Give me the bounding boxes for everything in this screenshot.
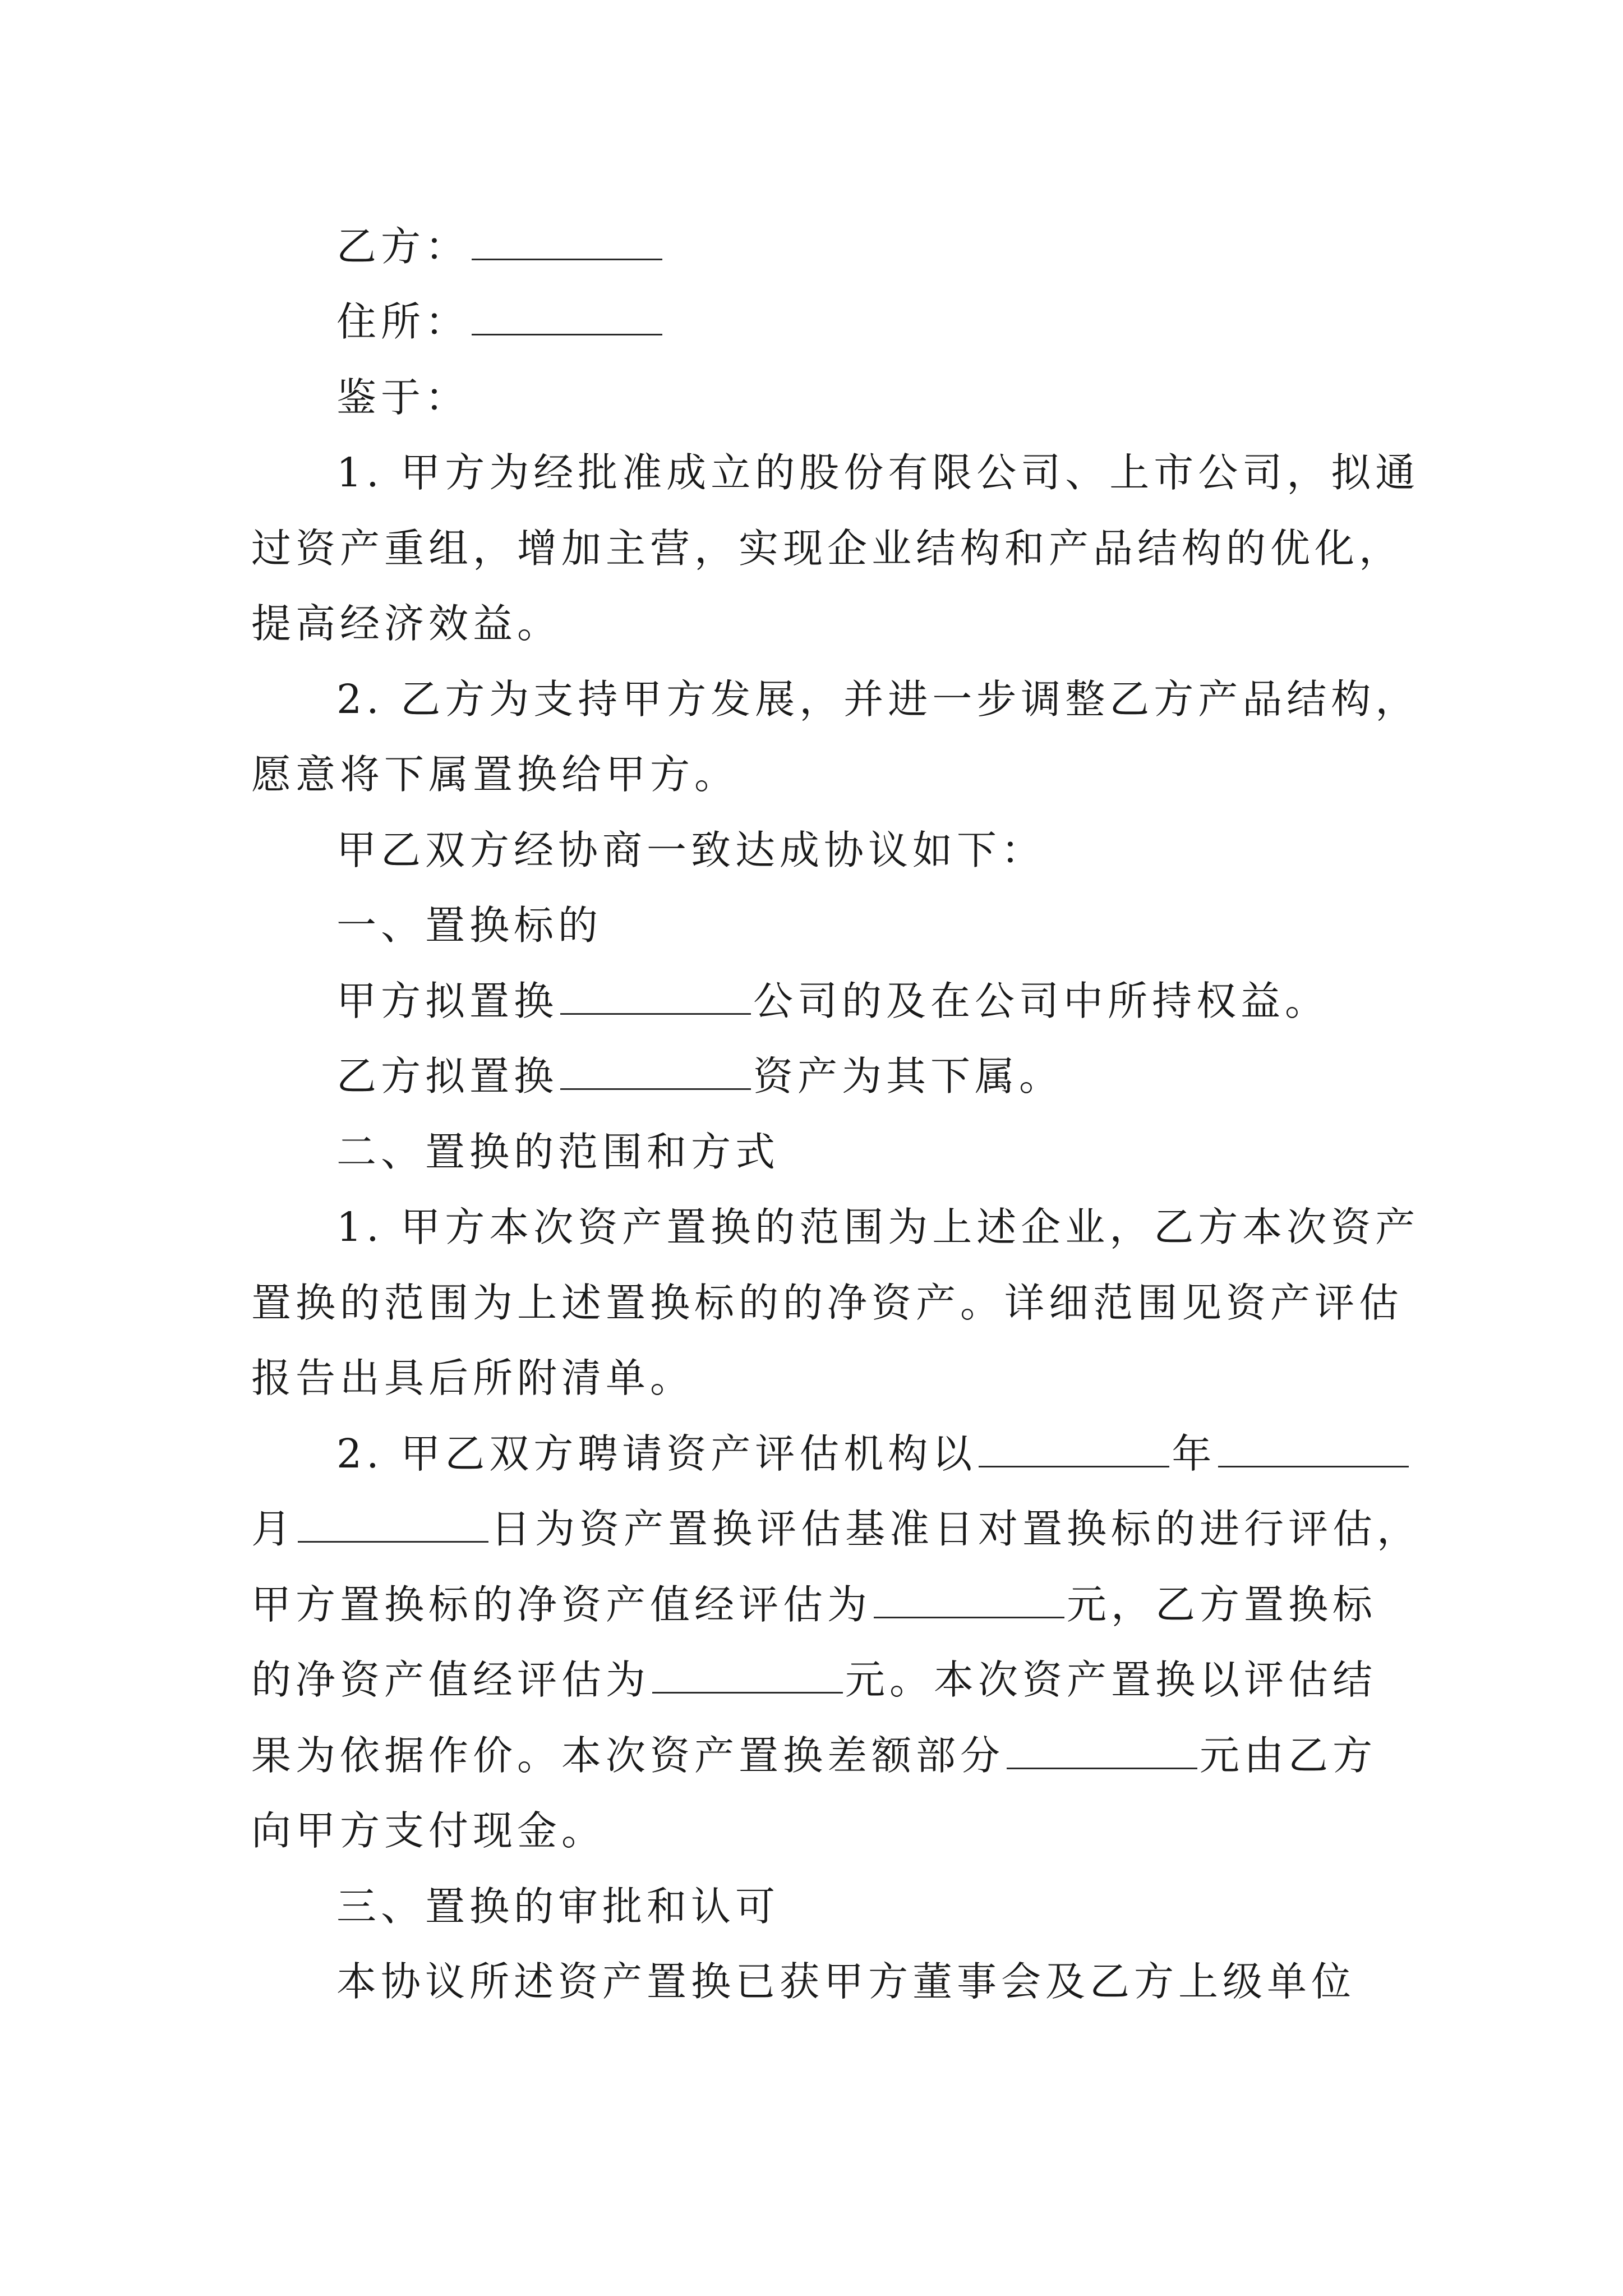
party-b-label: 乙方： [336, 223, 470, 270]
whereas-heading: 鉴于： [336, 374, 470, 421]
section-2-p2-line-2 [251, 1507, 1421, 1552]
year-blank[interactable] [979, 1433, 1169, 1467]
text: 日为资产置换评估基准日对置换标的进行评估， [491, 1506, 1422, 1552]
text: 2. 甲乙双方聘请资产评估机构以 [336, 1430, 977, 1477]
recital-1-line-3: 提高经济效益。 [251, 600, 562, 647]
address-label: 住所： [336, 298, 470, 345]
text: 元由乙方 [1200, 1732, 1377, 1779]
month-blank[interactable] [1218, 1433, 1409, 1467]
party-b-value-blank[interactable] [652, 1659, 843, 1694]
text: 乙方拟置换 [336, 1053, 559, 1099]
text: 元，乙方置换标 [1067, 1581, 1377, 1628]
section-1-line-a [336, 979, 1329, 1024]
section-2-p2-line-6: 向甲方支付现金。 [251, 1807, 606, 1854]
party-b-line [336, 224, 665, 269]
text: 甲方拟置换 [336, 978, 559, 1024]
text: 甲方置换标的净资产值经评估为 [251, 1581, 872, 1628]
section-3-heading: 三、置换的审批和认可 [336, 1883, 780, 1930]
section-2-p1-line-1: 1. 甲方本次资产置换的范围为上述企业，乙方本次资产 [336, 1204, 1420, 1250]
agreement-intro: 甲乙双方经协商一致达成协议如下： [336, 827, 1046, 873]
text: 月 [251, 1506, 296, 1552]
recital-2-line-1: 2. 乙方为支持甲方发展，并进一步调整乙方产品结构， [336, 676, 1420, 723]
section-2-p1-line-3: 报告出具后所附清单。 [251, 1355, 695, 1401]
party-b-asset-blank[interactable] [560, 1056, 751, 1090]
party-b-blank[interactable] [472, 226, 662, 260]
recital-2-line-2: 愿意将下属置换给甲方。 [251, 751, 739, 798]
text: 资产为其下属。 [753, 1053, 1064, 1099]
text: 公司的及在公司中所持权益。 [753, 978, 1330, 1024]
difference-amount-blank[interactable] [1007, 1735, 1197, 1769]
recital-1-line-1: 1. 甲方为经批准成立的股份有限公司、上市公司，拟通 [336, 449, 1420, 496]
address-blank[interactable] [472, 301, 662, 335]
text: 果为依据作价。本次资产置换差额部分 [251, 1732, 1005, 1779]
party-a-asset-blank[interactable] [560, 981, 751, 1015]
section-2-heading: 二、置换的范围和方式 [336, 1129, 780, 1175]
party-a-value-blank[interactable] [874, 1584, 1064, 1618]
text: 年 [1172, 1430, 1216, 1477]
section-2-p2-line-4 [251, 1658, 1377, 1703]
address-line [336, 300, 665, 344]
section-1-heading: 一、置换标的 [336, 902, 603, 949]
recital-1-line-2: 过资产重组，增加主营，实现企业结构和产品结构的优化， [251, 525, 1404, 572]
section-1-line-b [336, 1054, 1063, 1099]
text: 元。本次资产置换以评估结 [845, 1657, 1377, 1703]
section-2-p2-line-1 [336, 1432, 1411, 1476]
section-2-p1-line-2: 置换的范围为上述置换标的的净资产。详细范围见资产评估 [251, 1280, 1404, 1326]
day-blank[interactable] [298, 1508, 488, 1543]
section-2-p2-line-3 [251, 1582, 1377, 1627]
text: 的净资产值经评估为 [251, 1657, 651, 1703]
section-2-p2-line-5 [251, 1733, 1377, 1778]
section-3-p1-line-1: 本协议所述资产置换已获甲方董事会及乙方上级单位 [336, 1958, 1356, 2005]
